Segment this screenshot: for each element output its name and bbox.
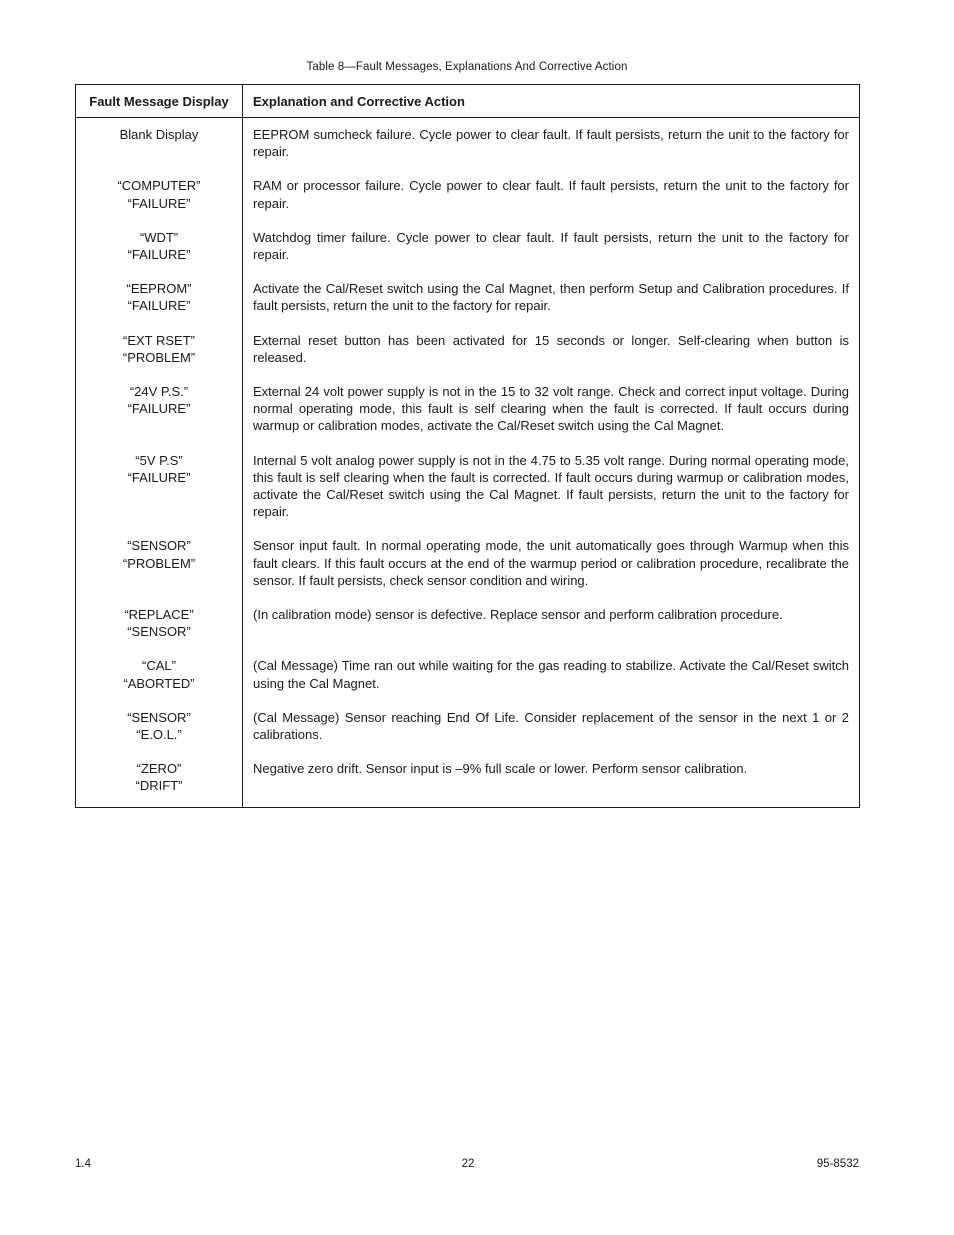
fault-message-cell (76, 537, 243, 606)
explanation-cell: EEPROM sumcheck failure. Cycle power to clear fault. If fault persists, return the unit to the factory for repair. (253, 127, 849, 160)
explanation-cell: Negative zero drift. Sensor input is –9% full scale or lower. Perform sensor calibration. (253, 761, 748, 777)
fault-message-line: Blank Display (119, 127, 199, 142)
fault-message-cell (76, 657, 243, 708)
fault-message-line: “ZERO” (136, 761, 182, 777)
table-row (76, 452, 860, 538)
table-row (76, 383, 860, 452)
table-row (76, 229, 860, 280)
table-body (76, 118, 860, 808)
table-row (76, 280, 860, 331)
fault-message-cell (76, 229, 243, 280)
fault-message-cell (76, 280, 243, 331)
table-caption: Table 8—Fault Messages, Explanations And Corrective Action (306, 61, 628, 73)
explanation-cell: (In calibration mode) sensor is defective. Replace sensor and perform calibration procedure. (253, 607, 783, 623)
footer-revision: 1.4 (75, 1158, 91, 1170)
fault-message-line: “FAILURE” (127, 469, 191, 485)
explanation-cell: External 24 volt power supply is not in the 15 to 32 volt range. Check and correct input voltage. During normal operating mode, this fault is self clearing when the fault is corrected. If fault occurs during warmup or calibration modes, activate the Cal/Reset switch using the Cal Magnet. (253, 384, 849, 434)
table-row (76, 606, 860, 657)
explanation-cell: (Cal Message) Sensor reaching End Of Life. Consider replacement of the sensor in the next 1 or 2 calibrations. (253, 709, 849, 743)
explanation-cell: Watchdog timer failure. Cycle power to clear fault. If fault persists, return the unit to the factory for repair. (253, 229, 849, 263)
fault-message-line: “REPLACE” (124, 607, 194, 623)
fault-message-line: “DRIFT” (135, 778, 183, 794)
fault-message-line: “WDT” (139, 229, 179, 245)
fault-message-line: “ABORTED” (123, 675, 195, 691)
fault-message-line: “PROBLEM” (122, 349, 196, 365)
fault-message-line: “EEPROM” (126, 281, 192, 297)
explanation-cell: RAM or processor failure. Cycle power to clear fault. If fault persists, return the unit to the factory for repair. (253, 178, 849, 211)
fault-message-line: “EXT RSET” (123, 332, 195, 348)
fault-message-line: “FAILURE” (127, 401, 191, 417)
fault-message-line: “PROBLEM” (122, 555, 196, 571)
fault-message-line: “SENSOR” (127, 538, 191, 554)
explanation-cell: Sensor input fault. In normal operating mode, the unit automatically goes through Warmup when this fault clears. If this fault occurs at the end of the warmup period or calibration procedure, recalibrate the sensor. If fault persists, check sensor condition and wiring. (253, 538, 849, 588)
fault-message-line: “FAILURE” (127, 298, 191, 314)
fault-message-line: “FAILURE” (127, 247, 191, 263)
fault-message-line: “SENSOR” (127, 709, 191, 725)
fault-message-line: “CAL” (142, 658, 176, 674)
fault-message-cell (76, 332, 243, 383)
table-header-row (76, 85, 860, 118)
fault-messages-table (75, 84, 860, 808)
explanation-cell: Internal 5 volt analog power supply is not in the 4.75 to 5.35 volt range. During normal operating mode, this fault is self clearing when the fault is corrected. If fault occurs during warmup or calibration modes, activate the Cal/Reset switch using the Cal Magnet. If fault persists, return the unit to the factory for repair. (253, 452, 849, 520)
table-row (76, 709, 860, 760)
footer-page-number: 22 (461, 1158, 475, 1170)
table-row (76, 332, 860, 383)
table-row (76, 118, 860, 178)
fault-message-line: “E.O.L.” (136, 727, 182, 743)
fault-message-cell (76, 118, 243, 178)
explanation-cell: External reset button has been activated for 15 seconds or longer. Self-clearing when button is released. (253, 332, 849, 365)
fault-message-cell (76, 383, 243, 452)
explanation-cell: Activate the Cal/Reset switch using the Cal Magnet, then perform Setup and Calibration procedures. If fault persists, return the unit to the factory for repair. (253, 281, 849, 314)
fault-message-line: “FAILURE” (127, 195, 191, 211)
table-row (76, 760, 860, 807)
fault-message-cell (76, 709, 243, 760)
fault-message-line: “SENSOR” (127, 624, 191, 640)
table-row (76, 657, 860, 708)
explanation-cell: (Cal Message) Time ran out while waiting for the gas reading to stabilize. Activate the Cal/Reset switch using the Cal Magnet. (253, 658, 849, 691)
fault-message-line: “24V P.S.” (129, 384, 189, 400)
header-explanation: Explanation and Corrective Action (243, 85, 860, 118)
table-row (76, 177, 860, 228)
fault-message-line: “COMPUTER” (117, 178, 201, 194)
header-fault-message-display: Fault Message Display (76, 85, 243, 118)
fault-message-cell (76, 760, 243, 807)
footer-doc-number: 95-8532 (816, 1158, 859, 1170)
fault-message-cell (76, 177, 243, 228)
fault-message-cell (76, 452, 243, 538)
table-row (76, 537, 860, 606)
fault-message-cell (76, 606, 243, 657)
fault-message-line: “5V P.S” (135, 452, 183, 468)
